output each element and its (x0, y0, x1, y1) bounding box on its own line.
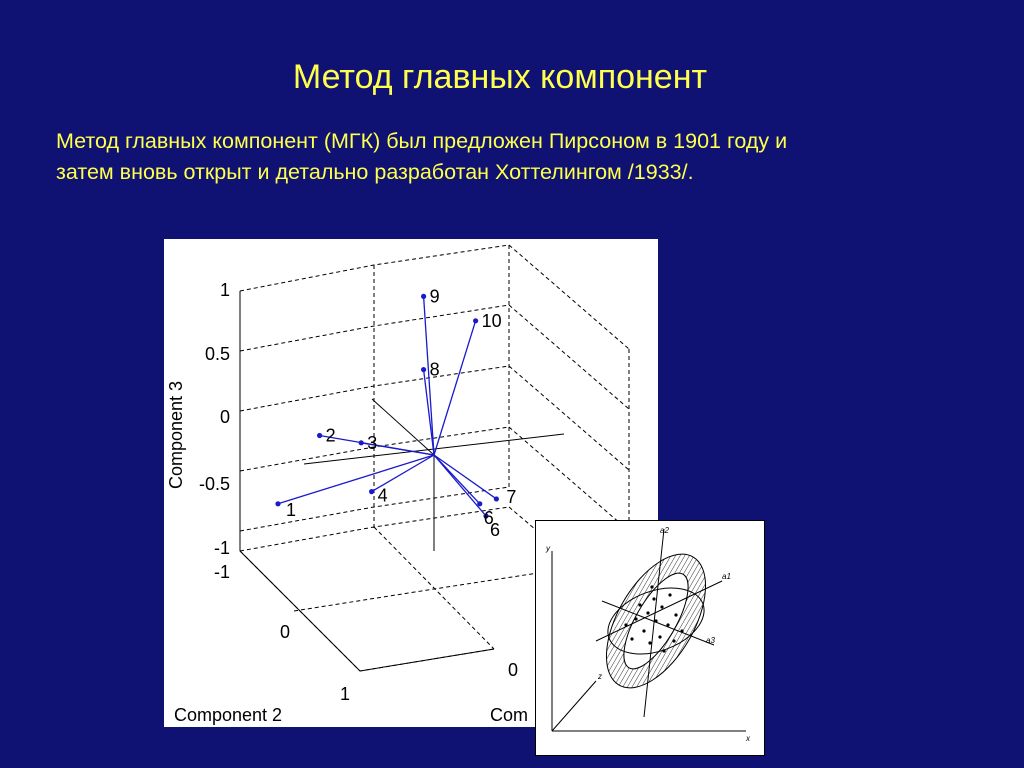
slide-title: Метод главных компонент (292, 58, 708, 96)
biplot-point-label: 2 (325, 425, 336, 446)
biplot-point (317, 433, 322, 438)
slide-body (56, 126, 956, 188)
z-tick-labels (199, 280, 230, 558)
z-tick-label: 1 (219, 280, 230, 300)
biplot-point-label: 9 (429, 286, 440, 307)
x-tick-label: 0 (507, 660, 518, 680)
biplot-point-label: 7 (506, 486, 517, 507)
body-line: затем вновь открыт и детально разработан Хоттелингом /1933/. (56, 160, 694, 184)
biplot-point (369, 489, 374, 494)
inset-component-label: a2 (660, 526, 669, 535)
x-axis-label: Component 2 (174, 705, 283, 725)
inset-axis-label: y (546, 544, 550, 553)
biplot-point-label: 10 (481, 310, 502, 331)
inset-axis-label: z (598, 672, 602, 681)
z-tick-label: 0.5 (204, 344, 230, 364)
biplot-point-label: 4 (377, 485, 388, 506)
y-tick-label: 1 (339, 684, 350, 704)
biplot-point-label: 8 (429, 359, 440, 380)
biplot-point (473, 318, 478, 323)
biplot-vectors (275, 286, 516, 540)
biplot-point-label: 6 (483, 507, 494, 528)
y-tick-label: 0 (279, 622, 290, 642)
biplot-vector (278, 455, 434, 504)
biplot-point (421, 367, 426, 372)
biplot-point-label: 6 (490, 520, 501, 540)
z-axis-label: Component 3 (166, 380, 186, 489)
z-tick-label: -1 (213, 538, 230, 558)
inset-axis-label: x (746, 734, 750, 743)
ellipsoid-figure (535, 520, 765, 756)
biplot-vector (434, 455, 480, 504)
inset-component-label: a3 (706, 636, 715, 645)
ellipsoid-svg (536, 521, 764, 755)
main-axes (240, 291, 564, 671)
inset-component-label: a1 (722, 572, 731, 581)
biplot-point (275, 501, 280, 506)
body-line: Метод главных компонент (МГК) был предложен Пирсоном в 1901 году и (56, 129, 788, 153)
biplot-point-label: 3 (367, 432, 378, 453)
inset-ellipsoid (586, 529, 726, 717)
biplot-point (359, 440, 364, 445)
biplot-point (494, 496, 499, 501)
third-axis-label: Com (490, 705, 529, 725)
z-tick-label: 0 (219, 407, 230, 427)
biplot-point (477, 501, 482, 506)
z-tick-label: -0.5 (198, 474, 230, 494)
biplot-point-label: 1 (286, 499, 297, 520)
biplot-point (421, 294, 426, 299)
y-tick-label: -1 (213, 562, 230, 582)
y-tick-labels (214, 562, 518, 704)
